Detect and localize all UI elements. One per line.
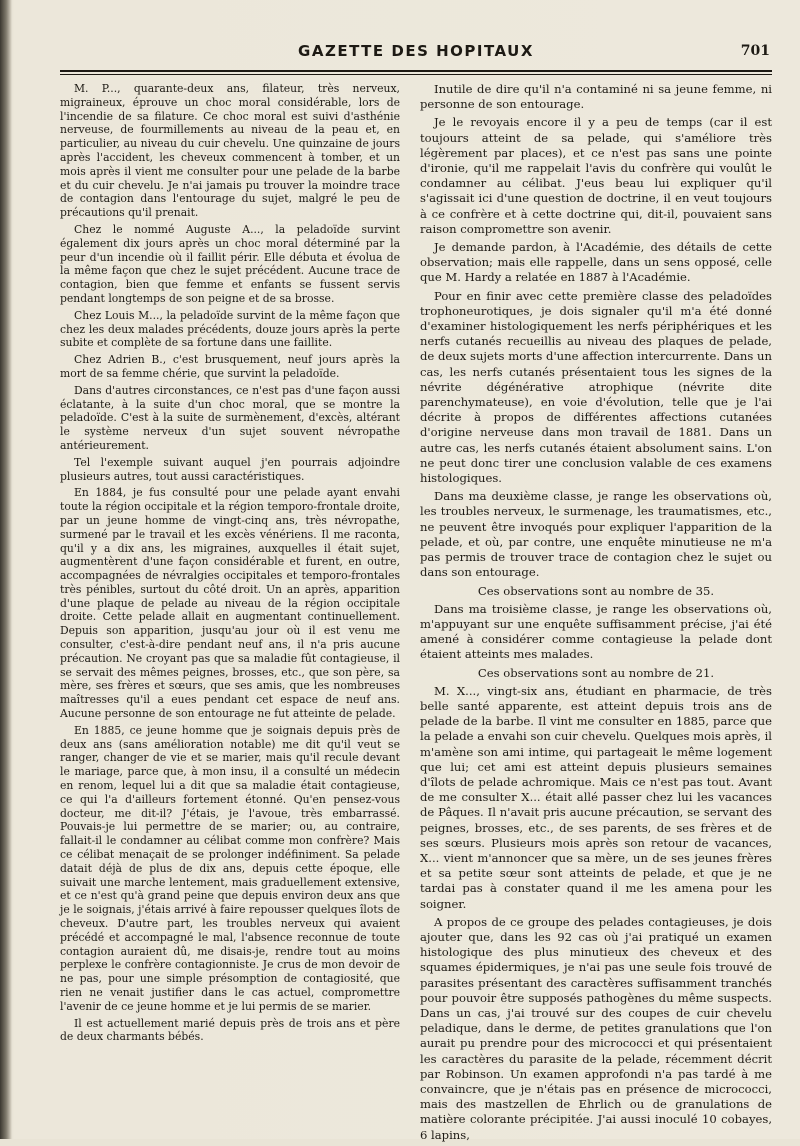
paragraph: Chez le nommé Auguste A..., la peladoïde survint également dix jours après un choc moral déterminé par la peur d'un incendie où il faillit périr. Elle débuta et évolua de la même façon que chez le sujet précédent. Aucune trace de contagion, bien que femme et enfants se fussent servis pendant longtemps de son peigne et de sa brosse.: [60, 222, 400, 305]
header-rule-thin: [60, 74, 772, 75]
header-rule: [60, 70, 772, 72]
page-header: [60, 38, 772, 68]
paragraph: M. X..., vingt-six ans, étudiant en pharmacie, de très belle santé apparente, est atteint depuis trois ans de pelade de la barbe. Il vint me consulter en 1885, parce que la pelade a envahi son cuir chevelu. Quelques mois après, il m'amène son ami intime, qui partageait le même logement que lui; cet ami est atteint depuis plusieurs semaines d'îlots de pelade achromique. Mais ce n'est pas tout. Avant de me consulter X... était allé passer chez lui les vacances de Pâques. Il n'avait pris aucune précaution, se servant des peignes, brosses, etc., de ses parents, de ses frères et de ses sœurs. Plusieurs mois après son retour de vacances, X... vient m'annoncer que sa mère, un de ses jeunes frères et sa petite sœur sont atteints de pelade, et que je ne tardai pas à constater quand il me les amena pour les soigner.: [420, 683, 772, 911]
paragraph: En 1885, ce jeune homme que je soignais depuis près de deux ans (sans amélioration notable) me dit qu'il veut se ranger, changer de vie et se marier, mais qu'il recule devant le mariage, parce que, à mon insu, il a consulté un médecin en renom, lequel lui a dit que sa maladie était contagieuse, ce qui l'a d'ailleurs fortement étonné. Qu'en pensez-vous docteur, me dit-il? J'étais, je l'avoue, très embarrassé. Pouvais-je lui permettre de se marier; ou, au contraire, fallait-il le condamner au célibat comme mon confrère? Mais ce célibat menaçait de se prolonger indéfiniment. Sa pelade datait déjà de plus de dix ans, depuis cette époque, elle suivait une marche lentement, mais graduellement extensive, et ce n'est qu'à grand peine que depuis environ deux ans que je le soignais, j'étais arrivé à faire repousser quelques îlots de cheveux. D'autre part, les troubles nerveux qui avaient précédé et accompagné le mal, l'absence reconnue de toute contagion auraient dû, me disais-je, rendre tout au moins perplexe le confrère contagionniste. Je crus de mon devoir de ne pas, pour une simple présomption de contagiosité, que rien ne venait justifier dans le cas actuel, compromettre l'avenir de ce jeune homme et je lui permis de se marier.: [60, 723, 400, 1013]
paragraph: Pour en finir avec cette première classe des peladoïdes trophoneurotiques, je dois signaler qu'il m'a été donné d'examiner histologiquement les nerfs périphériques et les nerfs cutanés recueillis au niveau des plaques de pelade, de deux sujets morts d'une affection intercurrente. Dans un cas, les nerfs cutanés présentaient tous les signes de la névrite dégénérative atrophique (névrite dite parenchymateuse), en voie d'évolution, telle que je l'ai décrite à propos de différentes affections cutanées d'origine nerveuse dans mon travail de 1881. Dans un autre cas, les nerfs cutanés étaient absolument sains. L'on ne peut donc tirer une conclusion valable de ces examens histologiques.: [420, 288, 772, 486]
paragraph: Il est actuellement marié depuis près de trois ans et père de deux charmants bébés.: [60, 1016, 400, 1044]
paragraph: Tel l'exemple suivant auquel j'en pourrais adjoindre plusieurs autres, tout aussi caractéristiques.: [60, 455, 400, 483]
left-column: [60, 82, 400, 1047]
paragraph: A propos de ce groupe des pelades contagieuses, je dois ajouter que, dans les 92 cas où j'ai pratiqué un examen histologique des plus minutieux des cheveux et des squames épidermiques, je n'ai pas une seule fois trouvé de parasites présentant des caractères suffisamment tranchés pour pouvoir être supposés pathogènes du même suspects. Dans un cas, j'ai trouvé sur des coupes de cuir chevelu peladique, dans le derme, de petites granulations que l'on aurait pu prendre pour des micrococci et qui présentaient les caractères du parasite de la pelade, récemment décrit par Robinson. Un examen approfondi n'a pas tardé à me convaincre, que je n'étais pas en présence de micrococci, mais des mastzellen de Ehrlich ou de granulations de matière colorante précipitée. J'ai aussi inoculé 10 cobayes, 6 lapins,: [420, 914, 772, 1142]
paragraph: M. P..., quarante-deux ans, filateur, très nerveux, migraineux, éprouve un choc moral considérable, lors de l'incendie de sa filature. Ce choc moral est suivi d'asthénie nerveuse, de fourmillements au niveau de la peau et, en particulier, au niveau du cuir chevelu. Une quinzaine de jours après l'accident, les cheveux commencent à tomber, et un mois après il vient me consulter pour une pelade de la barbe et du cuir chevelu. Je n'ai jamais pu trouver la moindre trace de contagion dans l'entourage du sujet, malgré le peu de précautions qu'il prenait.: [60, 82, 400, 220]
paragraph: Ces observations sont au nombre de 21.: [477, 665, 715, 680]
paragraph: Je demande pardon, à l'Académie, des détails de cette observation; mais elle rappelle, dans un sens opposé, celle que M. Hardy a relatée en 1887 à l'Académie.: [420, 240, 772, 285]
right-column: [420, 82, 772, 1146]
paragraph: Chez Louis M..., la peladoïde survint de la même façon que chez les deux malades précédents, douze jours après la perte subite et complète de sa fortune dans une faillite.: [60, 308, 400, 350]
paragraph: Ces observations sont au nombre de 35.: [477, 583, 715, 598]
page-number: 701: [740, 43, 770, 59]
paragraph: Chez Adrien B., c'est brusquement, neuf jours après la mort de sa femme chérie, que survint la peladoïde.: [60, 353, 400, 380]
running-title: GAZETTE DES HOPITAUX: [298, 42, 534, 60]
paragraph: Inutile de dire qu'il n'a contaminé ni sa jeune femme, ni personne de son entourage.: [420, 82, 772, 112]
paragraph: Dans ma troisième classe, je range les observations où, m'appuyant sur une enquête suffisamment précise, j'ai été amené à considérer comme contagieuse la pelade dont étaient atteints mes malades.: [420, 601, 772, 662]
book-spine-shadow: [0, 0, 12, 1139]
paragraph: Je le revoyais encore il y a peu de temps (car il est toujours atteint de sa pelade, qui s'améliore très légèrement par places), et ce n'est pas sans une pointe d'ironie, qu'il me rappelait l'avis du confrère qui voulût le condamner au célibat. J'eus beau lui expliquer qu'il s'agissait ici d'une question de doctrine, il en veut toujours à ce confrère et à cette doctrine qui, dit-il, pouvaient sans raison compromettre son avenir.: [420, 115, 772, 236]
paragraph: En 1884, je fus consulté pour une pelade ayant envahi toute la région occipitale et la région temporo-frontale droite, par un jeune homme de vingt-cinq ans, très névropathe, surmené par le travail et les excès vénériens. Il me raconta, qu'il y a dix ans, les migraines, auxquelles il était sujet, augmentèrent d'une façon considérable et furent, en outre, accompagnées de névralgies occipitales et temporo-frontales très pénibles, surtout du côté droit. Un an après, apparition d'une plaque de pelade au niveau de la région occipitale droite. Cette pelade allait en augmentant continuellement. Depuis son apparition, jusqu'au jour où il est venu me consulter, c'est-à-dire pendant neuf ans, il n'a pris aucune précaution. Ne croyant pas que sa maladie fût contagieuse, il se servait des mêmes peignes, brosses, etc., que son père, sa mère, ses frères et sœurs, que ses amis, que les nombreuses maîtresses qu'il a eues pendant cet espace de neuf ans. Aucune personne de son entourage ne fut atteinte de pelade.: [60, 486, 400, 721]
paragraph: Dans d'autres circonstances, ce n'est pas d'une façon aussi éclatante, à la suite d'un choc moral, que se montre la peladoïde. C'est à la suite de surmènement, d'excès, altérant le système nerveux d'un sujet souvent névropathe antérieurement.: [60, 383, 400, 452]
paragraph: Dans ma deuxième classe, je range les observations où, les troubles nerveux, le surmenage, les traumatismes, etc., ne peuvent être invoqués pour expliquer l'apparition de la pelade, et où, par contre, une enquête minutieuse ne m'a pas permis de trouver trace de contagion chez le sujet ou dans son entourage.: [420, 489, 772, 580]
